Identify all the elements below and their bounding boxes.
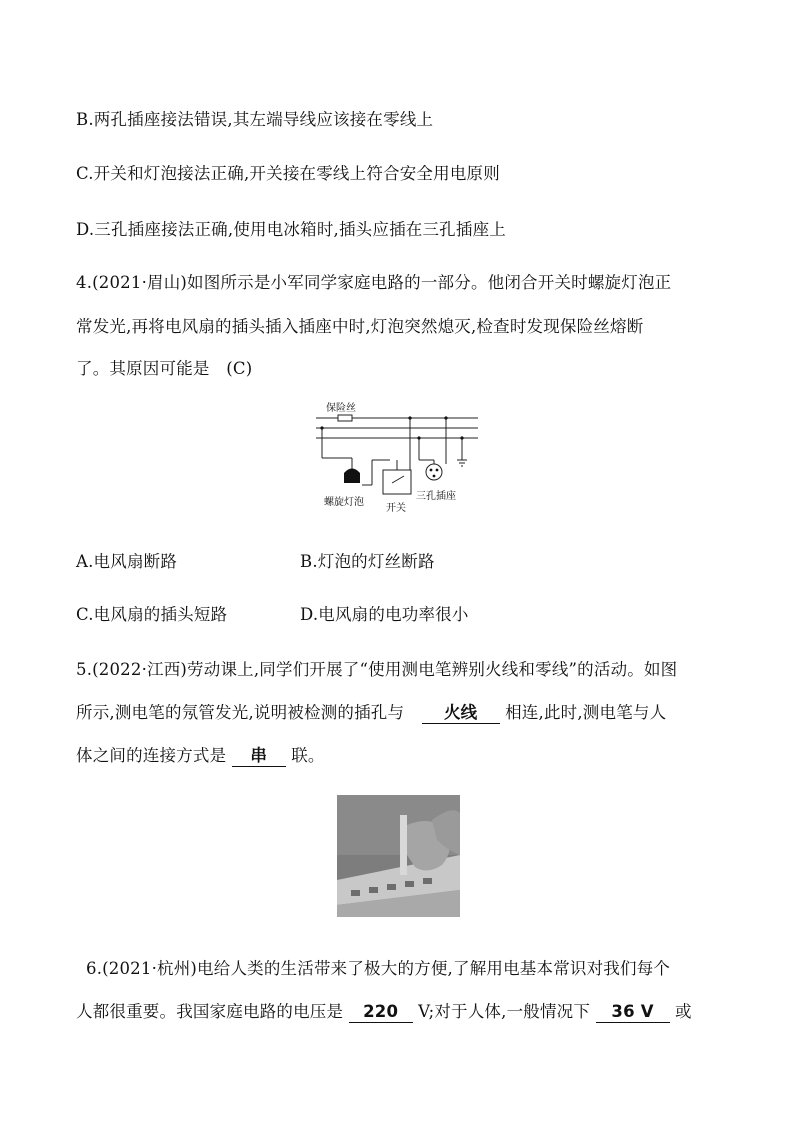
q4-option-b: B.灯泡的灯丝断路 — [300, 552, 435, 571]
q6-line-2-text-b: V;对于人体,一般情况下 — [418, 1002, 591, 1021]
q5-line-3 — [76, 742, 325, 767]
q5-answer-blank-1: 火线 — [422, 703, 500, 724]
switch-label: 开关 — [386, 503, 406, 514]
q4-line-3: 了。其原因可能是 (C) — [76, 359, 253, 378]
q6-line-2-text-c: 或 — [674, 1002, 692, 1021]
q4-option-c: C.电风扇的插头短路 — [76, 605, 228, 624]
q5-line-3-text-b: 联。 — [291, 746, 325, 765]
option-q3-c: C.开关和灯泡接法正确,开关接在零线上符合安全用电原则 — [76, 164, 500, 183]
q5-line-2 — [76, 699, 666, 724]
fuse-label: 保险丝 — [326, 403, 356, 414]
q5-line-1: 5.(2022·江西)劳动课上,同学们开展了“使用测电笔辨别火线和零线”的活动。如图 — [76, 660, 678, 679]
q4-option-a: A.电风扇断路 — [76, 552, 178, 571]
q4-line-2: 常发光,再将电风扇的插头插入插座中时,灯泡突然熄灭,检查时发现保险丝熔断 — [76, 317, 644, 336]
q5-answer-blank-2: 串 — [232, 746, 286, 767]
q4-option-d: D.电风扇的电功率很小 — [300, 605, 469, 624]
q6-answer-blank-1: 220 — [349, 1002, 413, 1023]
option-q3-b: B.两孔插座接法错误,其左端导线应该接在零线上 — [76, 110, 434, 129]
option-q3-d: D.三孔插座接法正确,使用电冰箱时,插头应插在三孔插座上 — [76, 220, 506, 239]
test-pen-photo — [337, 795, 460, 917]
q5-line-3-text-a: 体之间的连接方式是 — [76, 746, 227, 765]
q6-answer-blank-2: 36 V — [596, 1002, 670, 1023]
q6-line-1: 6.(2021·杭州)电给人类的生活带来了极大的方便,了解用电基本常识对我们每个 — [86, 959, 671, 978]
q5-line-2-text-b: 相连,此时,测电笔与人 — [505, 703, 667, 722]
bulb-label: 螺旋灯泡 — [324, 497, 364, 508]
circuit-diagram — [312, 398, 482, 518]
q4-line-1: 4.(2021·眉山)如图所示是小军同学家庭电路的一部分。他闭合开关时螺旋灯泡正 — [76, 273, 672, 292]
q5-line-2-text-a: 所示,测电笔的氖管发光,说明被检测的插孔与 — [76, 703, 405, 722]
q6-line-2 — [76, 998, 692, 1023]
q6-line-2-text-a: 人都很重要。我国家庭电路的电压是 — [76, 1002, 344, 1021]
socket-label: 三孔插座 — [416, 491, 456, 502]
